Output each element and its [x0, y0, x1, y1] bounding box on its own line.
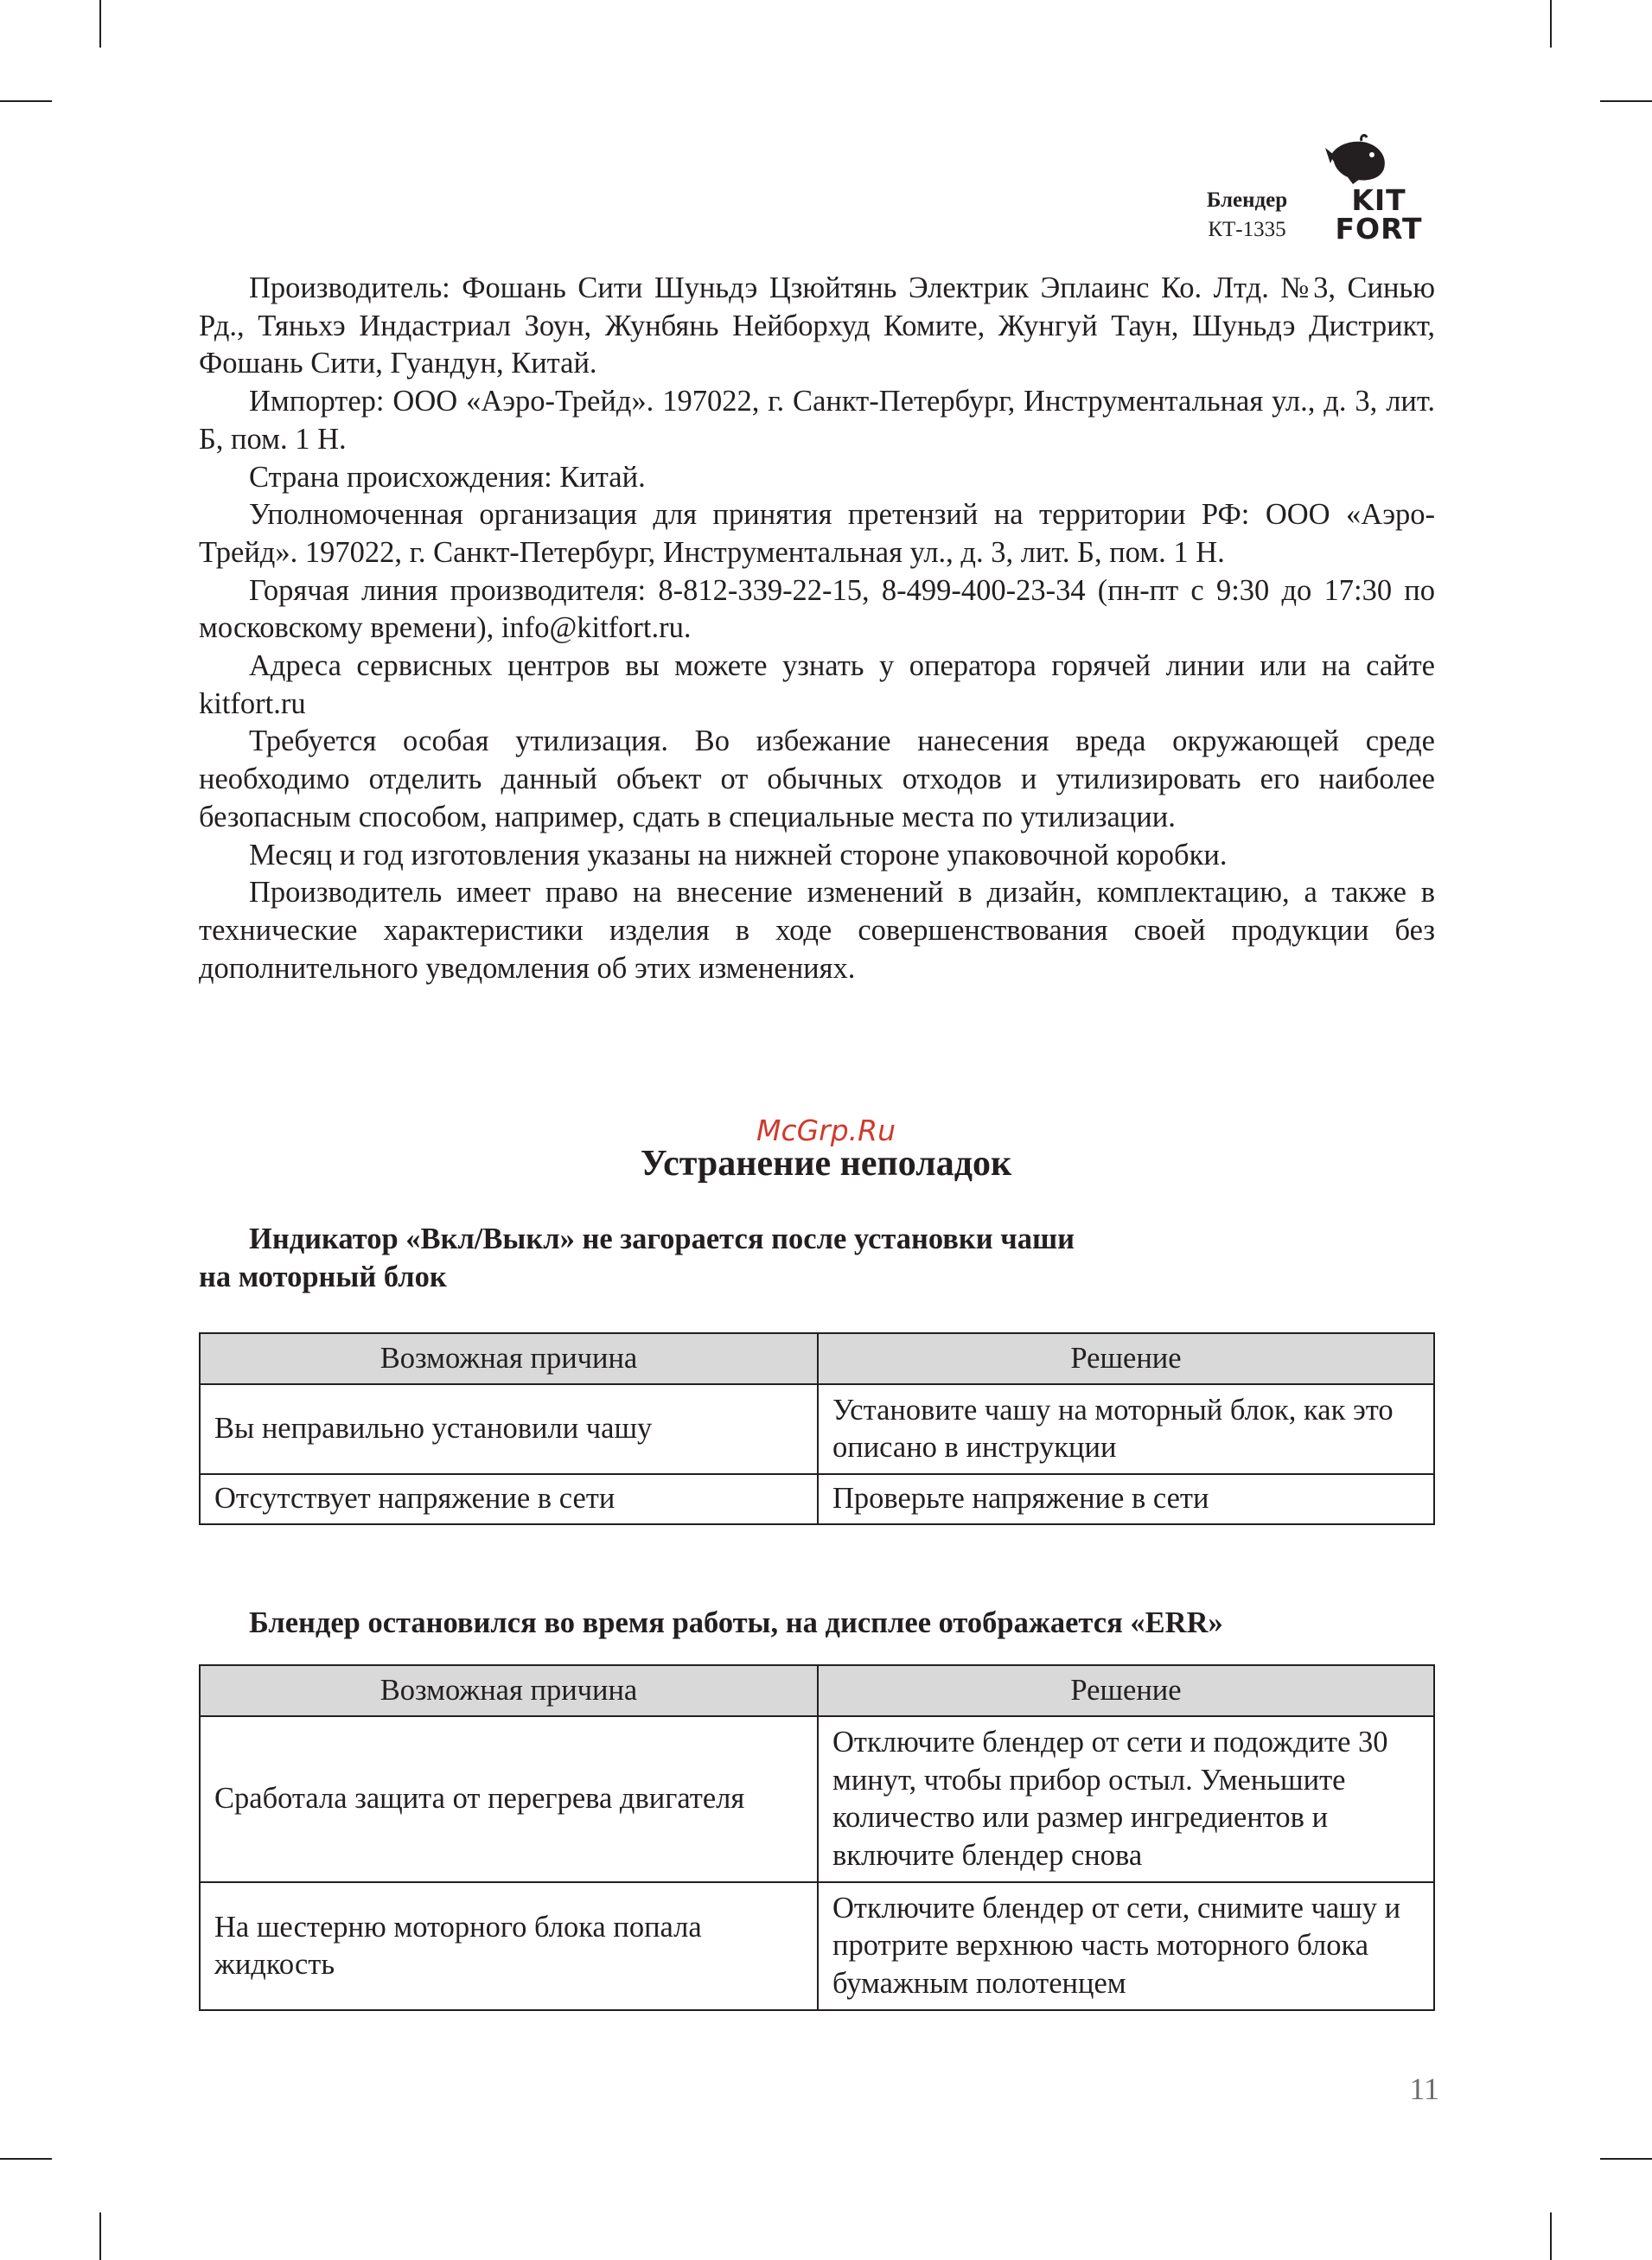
- crop-mark: [1550, 2212, 1552, 2260]
- column-header-solution: Решение: [818, 1333, 1434, 1384]
- whale-icon: [1322, 134, 1391, 184]
- product-name: Блендер: [1206, 188, 1288, 212]
- table-row: [200, 1474, 1434, 1524]
- solution-cell: Установите чашу на моторный блок, как это описано в инструкции: [818, 1384, 1434, 1474]
- manufacturer-info: [199, 270, 1435, 987]
- product-model: КТ-1335: [1208, 218, 1286, 241]
- paragraph-origin: Страна происхождения: Китай.: [249, 460, 646, 494]
- logo-text-kit: KIT: [1351, 183, 1406, 217]
- problem-2-title: [199, 1604, 1435, 1642]
- problem-1-title-line: на моторный блок: [199, 1261, 447, 1293]
- crop-mark: [1600, 100, 1652, 102]
- logo-text-fort: FORT: [1335, 212, 1423, 246]
- paragraph-manufacturer: Производитель: Фошань Сити Шуньдэ Цзюйтянь Электрик Эплаинс Ко. Лтд. №3, Синью Рд., Тяньхэ Индастриал Зоун, Жунбянь Нейборхуд Комите, Жунгуй Таун, Шуньдэ Дистрикт, Фошань Сити, Гуандун, Китай.: [199, 271, 1435, 380]
- paragraph-changes-notice: Производитель имеет право на внесение изменений в дизайн, комплектацию, а также в технические характеристики изделия в ходе совершенствования своей продукции без дополнительного уведомления об этих изменениях.: [199, 876, 1435, 985]
- paragraph-importer: Импортер: ООО «Аэро-Трейд». 197022, г. Санкт-Петербург, Инструментальная ул., д. 3, лит. Б, пом. 1 Н.: [199, 385, 1435, 456]
- solution-cell: Отключите блендер от сети, снимите чашу и протрите верхнюю часть моторного блока бумажным полотенцем: [818, 1882, 1434, 2010]
- paragraph-authorized-org: Уполномоченная организация для принятия претензий на территории РФ: ООО «Аэро-Трейд». 197022, г. Санкт-Петербург, Инструментальная ул., д. 3, лит. Б, пом. 1 Н.: [199, 498, 1435, 569]
- solution-cell: Отключите блендер от сети и подождите 30 минут, чтобы прибор остыл. Уменьшите количество или размер ингредиентов и включите блендер снова: [818, 1716, 1434, 1882]
- problem-1-title-line: Индикатор «Вкл/Выкл» не загорается после установки чаши: [249, 1223, 1075, 1255]
- paragraph-manufacture-date: Месяц и год изготовления указаны на нижней стороне упаковочной коробки.: [249, 838, 1228, 871]
- table-row: [200, 1882, 1434, 2010]
- brand-logo: [1318, 134, 1444, 246]
- troubleshooting-table-1: [199, 1332, 1435, 1525]
- paragraph-service-centers: Адреса сервисных центров вы можете узнать у оператора горячей линии или на сайте kitfort.ru: [199, 649, 1435, 720]
- column-header-solution: Решение: [818, 1665, 1434, 1716]
- watermark: McGrp.Ru: [756, 1114, 896, 1147]
- table-header-row: [200, 1665, 1434, 1716]
- table-header-row: [200, 1333, 1434, 1384]
- cause-cell: На шестерню моторного блока попала жидкость: [200, 1882, 818, 2010]
- problem-2-title-line: Блендер остановился во время работы, на дисплее отображается «ERR»: [249, 1606, 1223, 1639]
- page-number: 11: [1409, 2072, 1439, 2106]
- cause-cell: Сработала защита от перегрева двигателя: [200, 1716, 818, 1882]
- troubleshooting-table-2: [199, 1664, 1435, 2011]
- problem-1-title: [199, 1220, 1435, 1296]
- paragraph-hotline: Горячая линия производителя: 8-812-339-22-15, 8-499-400-23-34 (пн-пт с 9:30 до 17:30 по московскому времени), info@kitfort.ru.: [199, 573, 1435, 645]
- table-row: [200, 1716, 1434, 1882]
- crop-mark: [1600, 2158, 1652, 2160]
- cause-cell: Вы неправильно установили чашу: [200, 1384, 818, 1474]
- product-header: [1193, 186, 1301, 245]
- column-header-cause: Возможная причина: [200, 1333, 818, 1384]
- crop-mark: [99, 2212, 101, 2260]
- section-title: Устранение неполадок: [640, 1144, 1012, 1184]
- crop-mark: [0, 100, 52, 102]
- column-header-cause: Возможная причина: [200, 1665, 818, 1716]
- solution-cell: Проверьте напряжение в сети: [818, 1474, 1434, 1524]
- crop-mark: [1550, 0, 1552, 48]
- crop-mark: [0, 2158, 52, 2160]
- cause-cell: Отсутствует напряжение в сети: [200, 1474, 818, 1524]
- crop-mark: [99, 0, 101, 48]
- table-row: [200, 1384, 1434, 1474]
- paragraph-disposal: Требуется особая утилизация. Во избежание нанесения вреда окружающей среде необходимо отделить данный объект от обычных отходов и утилизировать его наиболее безопасным способом, например, сдать в специальные места по утилизации.: [199, 725, 1435, 833]
